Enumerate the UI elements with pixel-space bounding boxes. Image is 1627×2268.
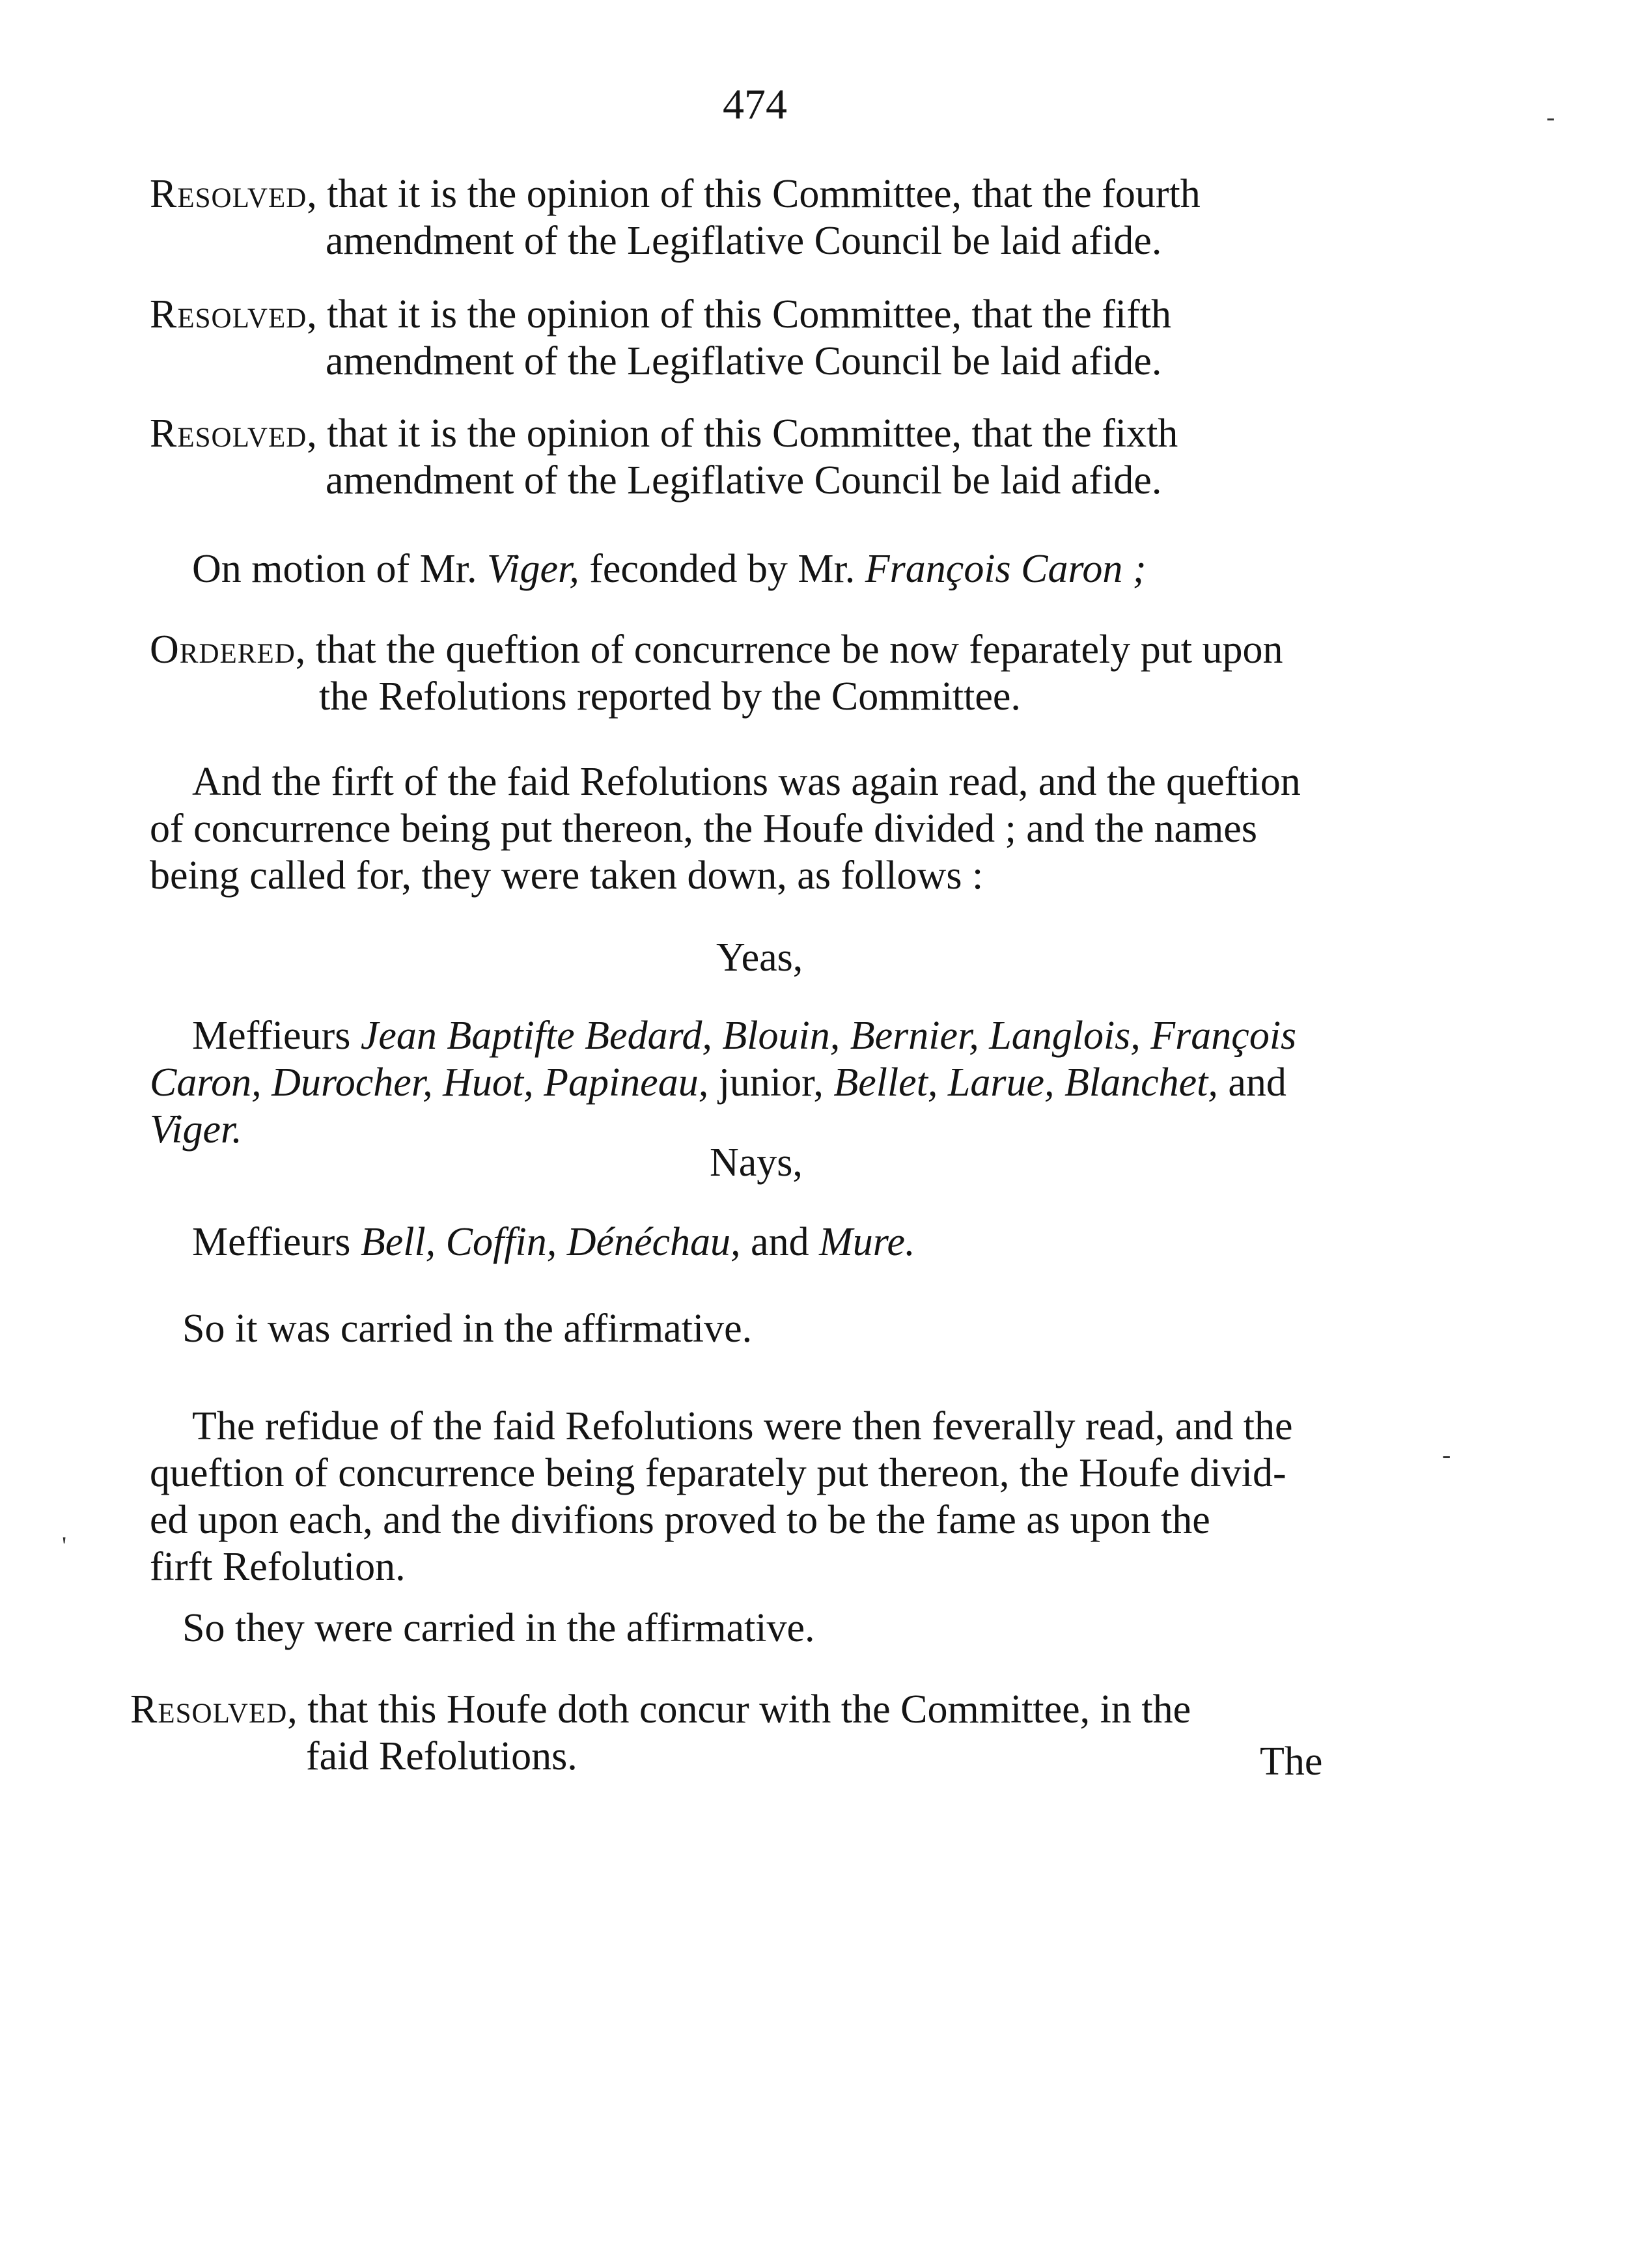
carried-text: So they were carried in the affirmative.: [182, 1606, 815, 1650]
first-read-line2: of concurrence being put thereon, the Houfe divided ; and the names: [150, 807, 1257, 851]
carried-affirmative-1: [182, 1305, 1419, 1352]
yeas-list: [150, 1012, 1387, 1153]
first-read-line1: And the firft of the faid Refolutions was again read, and the queftion: [192, 760, 1301, 804]
messieurs-label: Meffieurs: [192, 1220, 361, 1264]
seconder-name: François Caron ;: [865, 547, 1147, 591]
motion-paragraph: [192, 546, 1429, 592]
residue-line1: The refidue of the faid Refolutions were then feverally read, and the: [192, 1404, 1293, 1448]
first-resolution-paragraph: [150, 758, 1387, 899]
carried-text: So it was carried in the affirmative.: [182, 1307, 753, 1351]
scan-speck: -: [1546, 102, 1555, 131]
carried-affirmative-2: [182, 1605, 1419, 1652]
first-read-line3: being called for, they were taken down, as follows :: [150, 853, 984, 898]
residue-line4: firft Refolution.: [150, 1545, 406, 1589]
final-resolution-line1: , that this Houfe doth concur with the Committee, in the: [287, 1687, 1191, 1732]
resolution-text-line2: amendment of the Legiflative Council be laid afide.: [326, 458, 1162, 503]
resolution-text-line1: , that it is the opinion of this Committee, that the fourth: [307, 172, 1201, 216]
yeas-names-line2a: Caron, Durocher, Huot, Papineau,: [150, 1060, 709, 1105]
final-resolution-line2: faid Refolutions.: [306, 1734, 577, 1778]
resolution-text-line1: , that it is the opinion of this Committee, that the fixth: [307, 411, 1178, 456]
final-resolution: [130, 1686, 1367, 1784]
ordered-paragraph: [150, 626, 1387, 720]
resolution-text-line1: , that it is the opinion of this Committee, that the fifth: [307, 292, 1171, 337]
resolution-text-line2: amendment of the Legiflative Council be laid afide.: [326, 339, 1162, 383]
yeas-names-line1: Jean Baptifte Bedard, Blouin, Bernier, Langlois, François: [360, 1014, 1297, 1058]
residue-line2: queftion of concurrence being feparately put thereon, the Houfe divid-: [150, 1451, 1286, 1495]
ordered-label: Ordered: [150, 628, 296, 672]
yeas-names-line2c: Bellet, Larue, Blanchet,: [833, 1060, 1218, 1105]
residue-paragraph: [150, 1403, 1387, 1590]
nays-and: and: [740, 1220, 820, 1264]
resolved-label: Resolved: [150, 292, 307, 337]
resolved-label: Resolved: [130, 1687, 288, 1732]
residue-line3: ed upon each, and the divifions proved to be the fame as upon the: [150, 1498, 1210, 1542]
nays-heading: Nays,: [710, 1141, 803, 1185]
resolved-label: Resolved: [150, 172, 307, 216]
resolution-sixth-amendment: [150, 410, 1387, 504]
scan-speck: -: [1442, 1440, 1451, 1469]
motion-middle: feconded by Mr.: [579, 547, 865, 591]
messieurs-label: Meffieurs: [192, 1014, 361, 1058]
scan-speck: ': [62, 1531, 67, 1560]
nays-names: Bell, Coffin, Dénéchau,: [360, 1220, 741, 1264]
motion-prefix: On motion of Mr.: [192, 547, 487, 591]
yeas-and: and: [1217, 1060, 1286, 1105]
yeas-junior: junior,: [708, 1060, 834, 1105]
ordered-text-line1: , that the queftion of concurrence be now feparately put upon: [295, 628, 1283, 672]
nays-last-name: Mure.: [819, 1220, 915, 1264]
resolution-fourth-amendment: [150, 171, 1387, 264]
resolution-fifth-amendment: [150, 291, 1387, 385]
ordered-text-line2: the Refolutions reported by the Committee.: [319, 674, 1021, 719]
page-number: 474: [723, 81, 787, 128]
resolution-text-line2: amendment of the Legiflative Council be laid afide.: [326, 219, 1162, 263]
resolved-label: Resolved: [150, 411, 307, 456]
mover-name: Viger,: [486, 547, 579, 591]
catchword: The: [1260, 1739, 1323, 1784]
yeas-heading: Yeas,: [716, 935, 803, 980]
nays-list: [192, 1219, 1429, 1265]
yeas-names-line3: Viger.: [150, 1107, 242, 1152]
